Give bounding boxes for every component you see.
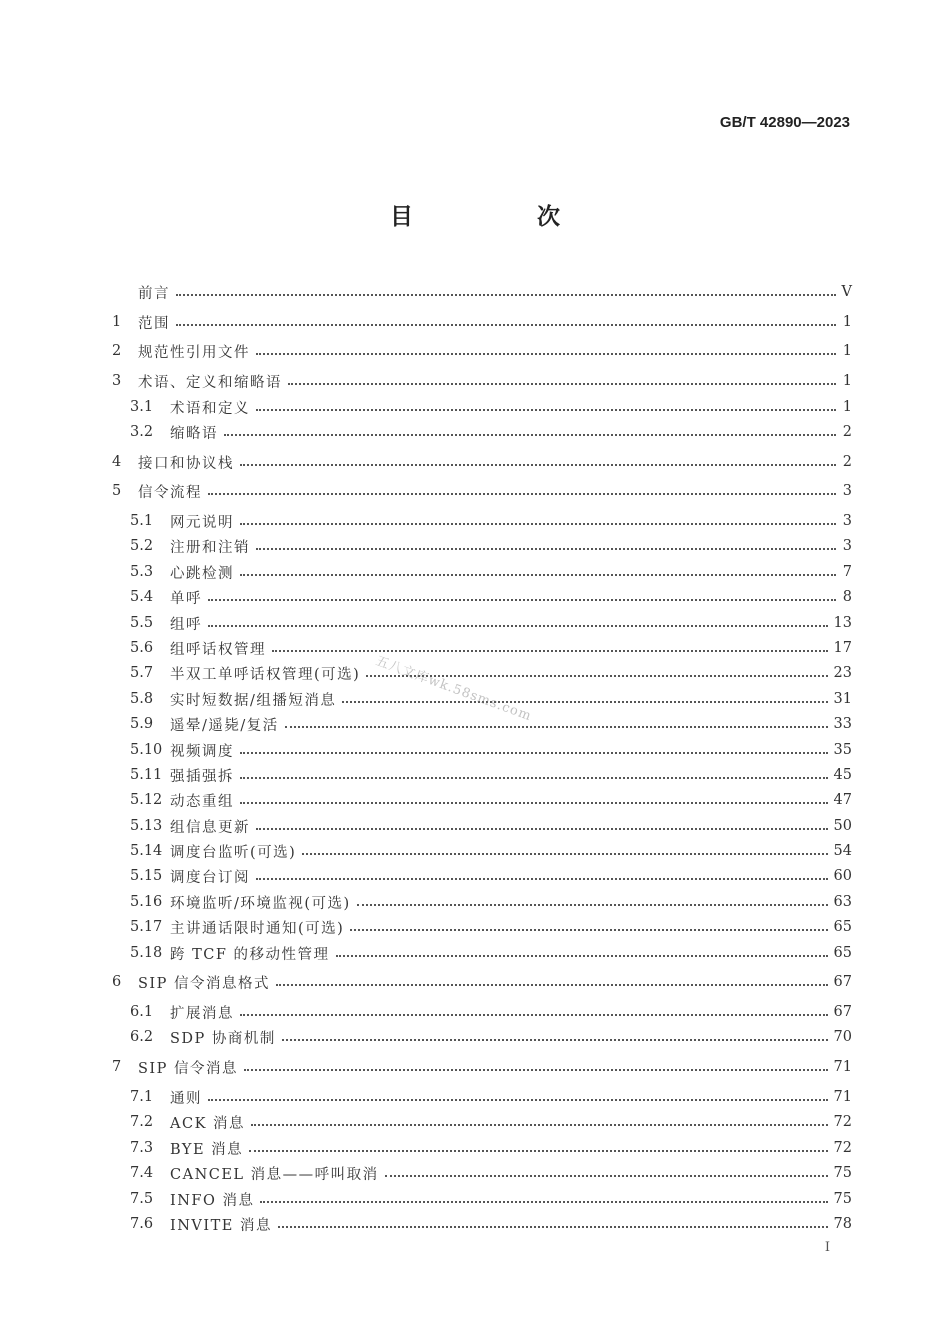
toc-entry[interactable] (112, 864, 852, 888)
toc-entry-page: 3 (842, 513, 852, 529)
toc-entry-page: 31 (833, 691, 852, 707)
toc-dot-leader (240, 777, 828, 779)
toc-dot-leader (240, 574, 836, 576)
toc-dot-leader (350, 929, 827, 931)
toc-entry-label: CANCEL 消息——呼叫取消 (170, 1166, 379, 1183)
toc-entry-number: 2 (112, 343, 122, 359)
toc-entry[interactable] (112, 369, 852, 393)
toc-entry-number: 5.3 (130, 564, 154, 580)
toc-dot-leader (342, 701, 827, 703)
toc-dot-leader (240, 523, 836, 525)
toc-entry-number: 5.10 (130, 742, 163, 758)
toc-dot-leader (208, 493, 836, 495)
toc-entry-page: 23 (833, 665, 852, 681)
toc-entry[interactable] (112, 611, 852, 635)
toc-entry-number: 7.2 (130, 1114, 154, 1130)
toc-entry-page: 70 (833, 1029, 852, 1045)
toc-dot-leader (256, 548, 836, 550)
toc-entry[interactable] (112, 585, 852, 609)
toc-entry-number: 5.13 (130, 818, 163, 834)
toc-entry-label: 网元说明 (170, 514, 234, 531)
toc-entry-label: 注册和注销 (170, 539, 250, 556)
toc-entry-label: 主讲通话限时通知(可选) (170, 920, 345, 937)
toc-entry-page: 2 (842, 424, 852, 440)
toc-entry[interactable] (112, 839, 852, 863)
toc-entry-number: 5.5 (130, 615, 154, 631)
toc-entry-page: 60 (833, 868, 852, 884)
toc-entry-label: 心跳检测 (170, 565, 234, 582)
toc-entry-label: 缩略语 (170, 425, 218, 442)
toc-entry-number: 5.12 (130, 792, 163, 808)
page-title: 目 次 (389, 203, 618, 230)
toc-dot-leader (302, 853, 827, 855)
footer-page-number: I (824, 1240, 830, 1255)
toc-entry-page: 54 (833, 843, 852, 859)
toc-entry-page: 65 (833, 919, 852, 935)
toc-entry-page: 7 (842, 564, 852, 580)
toc-entry[interactable] (112, 339, 852, 363)
toc-entry-number: 7.5 (130, 1191, 154, 1207)
toc-entry[interactable] (112, 636, 852, 660)
toc-entry[interactable] (112, 763, 852, 787)
toc-entry-label: 术语和定义 (170, 400, 250, 417)
toc-entry-label: 动态重组 (170, 793, 234, 810)
toc-entry[interactable] (112, 1110, 852, 1134)
toc-dot-leader (260, 1201, 827, 1203)
toc-entry-page: 45 (833, 767, 852, 783)
toc-dot-leader (256, 828, 828, 830)
toc-dot-leader (357, 904, 828, 906)
toc-dot-leader (272, 650, 828, 652)
toc-entry[interactable] (112, 509, 852, 533)
toc-dot-leader (240, 464, 836, 466)
toc-entry-page: 1 (842, 373, 852, 389)
toc-dot-leader (176, 324, 836, 326)
toc-entry-label: BYE 消息 (170, 1141, 244, 1158)
toc-entry-number: 5.15 (130, 868, 163, 884)
toc-entry-label: 组呼话权管理 (170, 641, 266, 658)
standard-number: GB/T 42890—2023 (719, 114, 850, 131)
toc-entry[interactable] (112, 941, 852, 965)
toc-entry-number: 5.17 (130, 919, 163, 935)
toc-dot-leader (208, 1099, 828, 1101)
toc-entry-label: 跨 TCF 的移动性管理 (170, 946, 330, 963)
toc-entry[interactable] (112, 1000, 852, 1024)
toc-dot-leader (385, 1175, 828, 1177)
toc-entry-page: 67 (833, 1004, 852, 1020)
toc-dot-leader (288, 383, 836, 385)
toc-entry-label: 半双工单呼话权管理(可选) (170, 666, 361, 683)
toc-entry-page: 35 (833, 742, 852, 758)
toc-entry-page: 3 (842, 538, 852, 554)
toc-entry-number: 5.18 (130, 945, 163, 961)
toc-dot-leader (224, 434, 836, 436)
toc-entry-number: 6.2 (130, 1029, 154, 1045)
toc-entry[interactable] (112, 450, 852, 474)
toc-dot-leader (244, 1069, 828, 1071)
toc-entry[interactable] (112, 479, 852, 503)
toc-entry[interactable] (112, 712, 852, 736)
toc-dot-leader (176, 294, 836, 296)
toc-entry[interactable] (112, 280, 852, 304)
toc-entry-label: 接口和协议栈 (138, 455, 234, 472)
toc-entry-page: 75 (833, 1165, 852, 1181)
toc-dot-leader (282, 1039, 828, 1041)
toc-entry[interactable] (112, 1055, 852, 1079)
toc-entry-number: 5.14 (130, 843, 163, 859)
toc-dot-leader (278, 1226, 828, 1228)
toc-entry-page: 17 (833, 640, 852, 656)
toc-entry-number: 6 (112, 974, 122, 990)
toc-entry-number: 7.6 (130, 1216, 154, 1232)
toc-entry[interactable] (112, 890, 852, 914)
toc-entry-page: V (841, 284, 852, 300)
toc-entry[interactable] (112, 560, 852, 584)
toc-entry-label: SDP 协商机制 (170, 1030, 276, 1047)
toc-entry-number: 5.2 (130, 538, 154, 554)
toc-entry[interactable] (112, 1025, 852, 1049)
toc-entry-number: 3.1 (130, 399, 154, 415)
toc-entry-number: 4 (112, 454, 122, 470)
toc-entry-number: 7.4 (130, 1165, 154, 1181)
toc-dot-leader (240, 752, 828, 754)
toc-entry-number: 3 (112, 373, 122, 389)
toc-dot-leader (256, 353, 836, 355)
toc-entry-page: 72 (833, 1140, 852, 1156)
toc-entry-label: 前言 (138, 285, 170, 302)
toc-entry-page: 3 (842, 483, 852, 499)
toc-entry-number: 5.7 (130, 665, 154, 681)
toc-entry-number: 3.2 (130, 424, 154, 440)
toc-entry-label: 组呼 (170, 616, 202, 633)
toc-entry[interactable] (112, 420, 852, 444)
toc-entry-label: 调度台订阅 (170, 869, 250, 886)
toc-entry[interactable] (112, 1212, 852, 1236)
toc-entry[interactable] (112, 661, 852, 685)
toc-entry-page: 13 (833, 615, 852, 631)
toc-entry[interactable] (112, 1187, 852, 1211)
toc-entry-label: 范围 (138, 315, 170, 332)
toc-entry-label: 术语、定义和缩略语 (138, 374, 282, 391)
toc-entry-page: 71 (833, 1089, 852, 1105)
toc-entry-label: 扩展消息 (170, 1005, 234, 1022)
toc-entry[interactable] (112, 814, 852, 838)
toc-entry-number: 1 (112, 314, 122, 330)
toc-entry-label: INVITE 消息 (170, 1217, 272, 1234)
toc-entry[interactable] (112, 788, 852, 812)
toc-entry-label: SIP 信令消息 (138, 1060, 239, 1077)
toc-entry-label: 规范性引用文件 (138, 344, 250, 361)
toc-entry[interactable] (112, 1161, 852, 1185)
toc-entry-number: 6.1 (130, 1004, 154, 1020)
toc-entry[interactable] (112, 738, 852, 762)
toc-entry-page: 33 (833, 716, 852, 732)
toc-entry-number: 5 (112, 483, 122, 499)
toc-entry-number: 7.3 (130, 1140, 154, 1156)
toc-entry-label: INFO 消息 (170, 1192, 255, 1209)
toc-entry-page: 1 (842, 314, 852, 330)
toc-entry-number: 5.16 (130, 894, 163, 910)
toc-entry-page: 67 (833, 974, 852, 990)
toc-dot-leader (240, 1014, 828, 1016)
toc-entry-label: SIP 信令消息格式 (138, 975, 271, 992)
toc-entry-number: 5.8 (130, 691, 154, 707)
toc-dot-leader (285, 726, 828, 728)
toc-dot-leader (251, 1124, 828, 1126)
toc-entry[interactable] (112, 395, 852, 419)
toc-entry-number: 5.9 (130, 716, 154, 732)
toc-entry-label: ACK 消息 (170, 1115, 246, 1132)
toc-entry-page: 63 (833, 894, 852, 910)
toc-entry-label: 组信息更新 (170, 819, 250, 836)
toc-entry-label: 遥晕/遥毙/复活 (170, 717, 279, 734)
toc-entry-page: 75 (833, 1191, 852, 1207)
toc-entry-number: 5.11 (130, 767, 163, 783)
toc-entry[interactable] (112, 534, 852, 558)
toc-entry-page: 8 (842, 589, 852, 605)
toc-dot-leader (208, 625, 828, 627)
toc-entry-page: 71 (833, 1059, 852, 1075)
toc-entry-number: 5.6 (130, 640, 154, 656)
toc-entry-label: 环境监听/环境监视(可选) (170, 895, 351, 912)
toc-entry-page: 2 (842, 454, 852, 470)
toc-dot-leader (256, 878, 828, 880)
toc-entry[interactable] (112, 915, 852, 939)
watermark: 五八文库wk.58sms.com (373, 653, 534, 725)
toc-entry-label: 单呼 (170, 590, 202, 607)
toc-entry-page: 78 (833, 1216, 852, 1232)
toc-entry[interactable] (112, 1085, 852, 1109)
toc-entry-page: 65 (833, 945, 852, 961)
toc-dot-leader (249, 1150, 827, 1152)
toc-entry[interactable] (112, 310, 852, 334)
toc-dot-leader (256, 409, 836, 411)
toc-entry-label: 实时短数据/组播短消息 (170, 692, 337, 709)
toc-entry-number: 7 (112, 1059, 122, 1075)
toc-dot-leader (208, 599, 836, 601)
toc-entry-number: 5.4 (130, 589, 154, 605)
toc-dot-leader (276, 984, 828, 986)
toc-entry-label: 强插强拆 (170, 768, 234, 785)
toc-entry-number: 5.1 (130, 513, 154, 529)
toc-entry-page: 1 (842, 399, 852, 415)
toc-entry-page: 50 (833, 818, 852, 834)
toc-entry-label: 调度台监听(可选) (170, 844, 297, 861)
toc-entry-label: 通则 (170, 1090, 202, 1107)
toc-dot-leader (336, 955, 828, 957)
toc-entry-number: 7.1 (130, 1089, 154, 1105)
toc-entry-page: 72 (833, 1114, 852, 1130)
toc-entry[interactable] (112, 1136, 852, 1160)
toc-entry-page: 1 (842, 343, 852, 359)
toc-entry[interactable] (112, 970, 852, 994)
toc-entry-label: 信令流程 (138, 484, 202, 501)
toc-entry-label: 视频调度 (170, 743, 234, 760)
toc-entry-page: 47 (833, 792, 852, 808)
toc-dot-leader (240, 802, 828, 804)
